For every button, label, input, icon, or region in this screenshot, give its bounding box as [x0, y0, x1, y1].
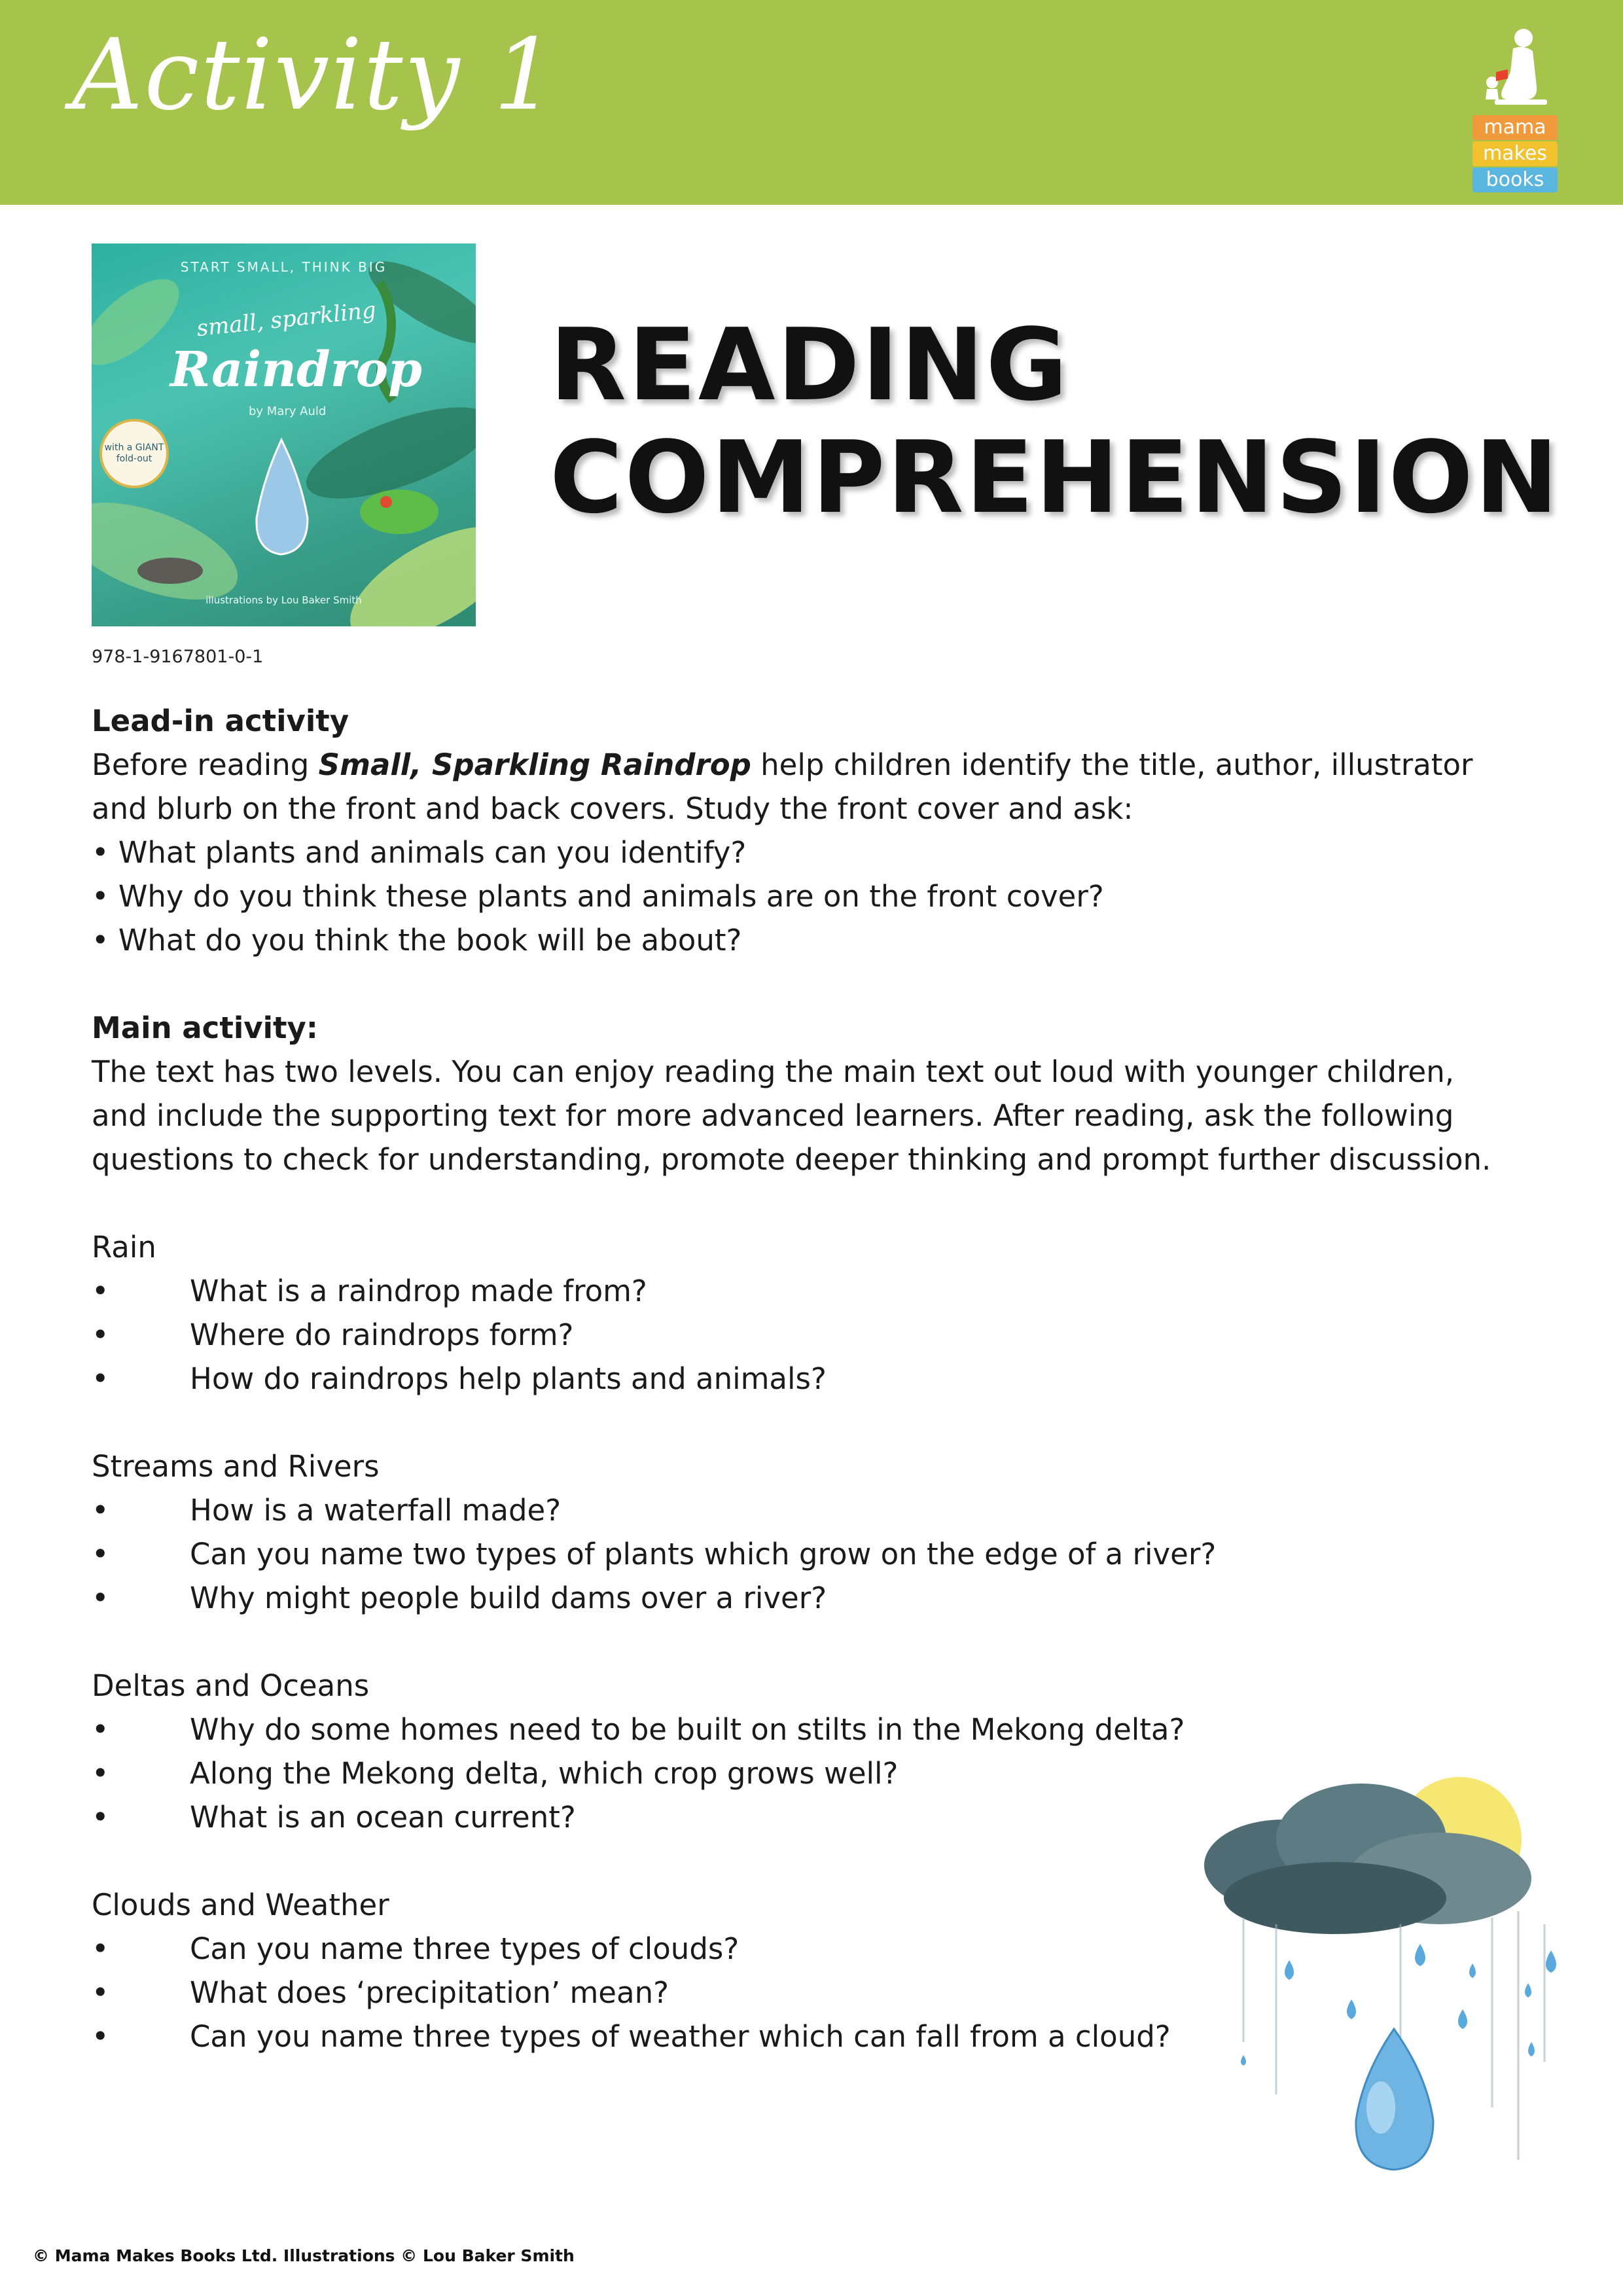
rain-cloud-illustration [1204, 1767, 1571, 2212]
section-title: Rain [92, 1230, 156, 1265]
question-text: What is a raindrop made from? [190, 1274, 647, 1308]
header-bar [0, 0, 1623, 205]
question-text: Why do some homes need to be built on stilts in the Mekong delta? [190, 1712, 1185, 1747]
logo-word-makes: makes [1472, 141, 1558, 166]
main-activity-line: questions to check for understanding, promote deeper thinking and prompt further discussion. [92, 1142, 1491, 1177]
logo-word-mama: mama [1472, 115, 1558, 140]
activity-title: Activity 1 [72, 18, 558, 132]
bullet: • [92, 1537, 109, 1571]
mama-makes-books-logo [1472, 26, 1558, 190]
question-text: Can you name two types of plants which grow on the edge of a river? [190, 1537, 1217, 1571]
question-section-streams [92, 1444, 1499, 1620]
main-activity-section [92, 1006, 1499, 1181]
cover-illustrator [92, 594, 476, 607]
bullet: • [92, 1493, 109, 1528]
question-text: How do raindrops help plants and animals? [190, 1361, 827, 1396]
bullet: • [92, 1975, 109, 2010]
bullet: • [92, 1931, 109, 1966]
cover-illustrator-line2: Lou Baker Smith [281, 594, 362, 606]
lead-in-line2: and blurb on the front and back covers. Study the front cover and ask: [92, 791, 1133, 826]
question-item [92, 1357, 1499, 1401]
book-title-emphasis: Small, Sparkling Raindrop [318, 747, 751, 782]
cover-title: Raindrop [170, 342, 422, 398]
section-title: Deltas and Oceans [92, 1668, 370, 1703]
page-title [550, 309, 1560, 534]
question-item [92, 1576, 1499, 1620]
question-item [92, 1708, 1499, 1751]
main-activity-line: The text has two levels. You can enjoy reading the main text out loud with younger children, [92, 1054, 1455, 1089]
question-item [92, 1488, 1499, 1532]
bullet: • [92, 1800, 109, 1835]
cover-tagline: START SMALL, THINK BIG [180, 259, 387, 275]
question-item [92, 1532, 1499, 1576]
question-text: Where do raindrops form? [190, 1318, 574, 1352]
page-title-line2: COMPREHENSION [550, 420, 1561, 535]
question-item [92, 1269, 1499, 1313]
main-activity-heading: Main activity: [92, 1011, 318, 1045]
bullet: • [92, 1756, 109, 1791]
lead-in-bullet: • What do you think the book will be about? [92, 923, 742, 958]
bullet: • [92, 2019, 109, 2054]
lead-in-line1 [92, 743, 1499, 787]
question-text: Can you name three types of weather which can fall from a cloud? [190, 2019, 1171, 2054]
lead-in-line1-post: help children identify the title, author, illustrator [751, 747, 1473, 782]
question-text: What does ‘precipitation’ mean? [190, 1975, 669, 2010]
question-text: Why might people build dams over a river? [190, 1581, 827, 1615]
bullet: • [92, 1361, 109, 1396]
cover-author: by Mary Auld [249, 404, 327, 418]
cover-illustrator-line1: illustrations by [205, 594, 278, 606]
section-title: Clouds and Weather [92, 1888, 389, 1922]
question-text: How is a waterfall made? [190, 1493, 562, 1528]
lead-in-bullet: • What plants and animals can you identify? [92, 835, 747, 870]
bullet: • [92, 1274, 109, 1308]
footer-copyright: © Mama Makes Books Ltd. Illustrations © Lou Baker Smith [33, 2246, 575, 2265]
book-cover-image [92, 243, 476, 626]
logo-word-books: books [1472, 168, 1558, 192]
cover-badge: with a GIANT fold-out [99, 419, 169, 488]
question-text: What is an ocean current? [190, 1800, 576, 1835]
question-item [92, 1313, 1499, 1357]
lead-in-line1-pre: Before reading [92, 747, 319, 782]
lead-in-heading: Lead-in activity [92, 704, 349, 738]
lead-in-bullet: • Why do you think these plants and animals are on the front cover? [92, 879, 1104, 914]
bullet: • [92, 1318, 109, 1352]
bullet: • [92, 1712, 109, 1747]
mother-reading-icon [1472, 26, 1558, 111]
main-activity-line: and include the supporting text for more advanced learners. After reading, ask the following [92, 1098, 1454, 1133]
bullet: • [92, 1581, 109, 1615]
page-title-line1: READING [550, 307, 1070, 423]
question-text: Can you name three types of clouds? [190, 1931, 740, 1966]
question-text: Along the Mekong delta, which crop grows well? [190, 1756, 899, 1791]
isbn: 978-1-9167801-0-1 [92, 647, 264, 667]
cover-subtitle: small, sparkling [195, 296, 378, 342]
section-title: Streams and Rivers [92, 1449, 380, 1484]
question-section-rain [92, 1225, 1499, 1401]
lead-in-section [92, 699, 1499, 962]
